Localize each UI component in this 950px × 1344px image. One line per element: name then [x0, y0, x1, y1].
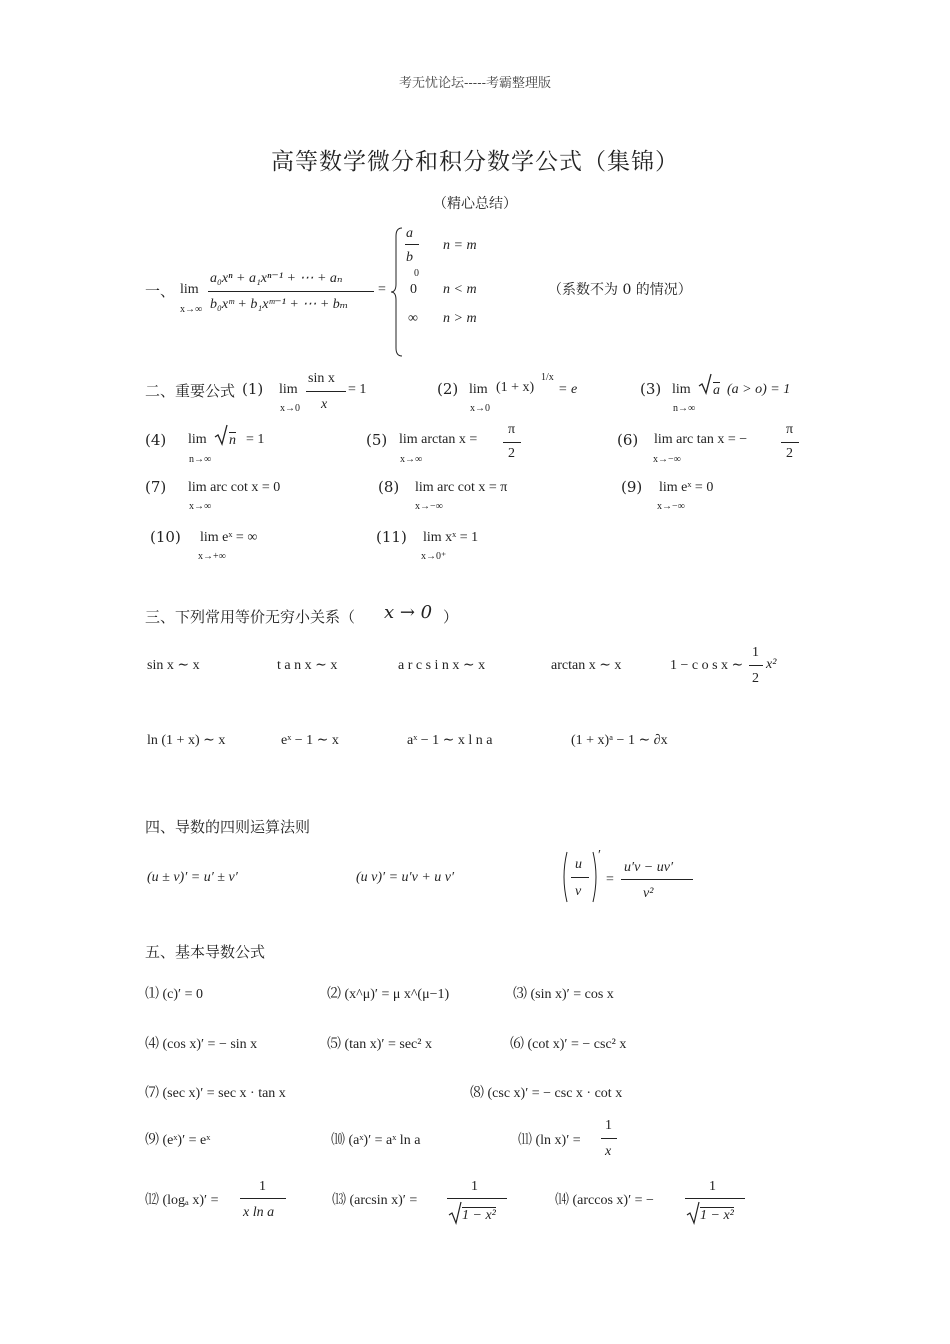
s1-fraction-bar: [208, 291, 374, 292]
s5-d11-den: x: [605, 1144, 612, 1159]
s2-f6-frac-bar: [781, 442, 799, 443]
section-1-label: 一、: [145, 282, 176, 300]
s5-d14-den: 1 − x²: [700, 1208, 734, 1223]
s5-d8: ⑻ (csc x)′ = − csc x · cot x: [470, 1086, 623, 1101]
s2-f4-radical: [214, 424, 228, 446]
s2-f1-frac-num: sin x: [308, 371, 335, 386]
s5-d12-num: 1: [259, 1179, 266, 1194]
s4-quotient-inner-bar: [571, 877, 589, 878]
s4-quotient-u: u: [575, 857, 582, 872]
section-4-label: 四、导数的四则运算法则: [145, 818, 311, 836]
s4-quotient-eq: =: [606, 872, 614, 887]
s2-f2-rest: = e: [558, 382, 578, 397]
s5-d13-bar: [447, 1198, 507, 1199]
s5-d12-left: ⑿ (logₐ x)′ =: [145, 1193, 219, 1208]
s2-f3-rest: (a > o) = 1: [727, 382, 791, 397]
s1-case2-cond: n < m: [443, 282, 477, 297]
s2-f5-frac-den: 2: [508, 446, 515, 461]
s2-f3-lim: lim: [672, 382, 691, 397]
s5-d7: ⑺ (sec x)′ = sec x · tan x: [145, 1086, 286, 1101]
s1-case2-val: 0: [410, 282, 417, 297]
s2-f5-num: (5): [366, 431, 388, 449]
s2-f1-lim: lim: [279, 382, 298, 397]
s3-r1-frac-num: 1: [752, 645, 759, 660]
s2-f11-num: (11): [376, 528, 407, 546]
s1-lim: lim: [180, 282, 199, 297]
s3-r1-item-1: sin x ∼ x: [147, 658, 200, 673]
page-header: 考无忧论坛-----考霸整理版: [399, 76, 551, 91]
s2-f6-num: (6): [617, 431, 639, 449]
s2-f11-sub: x→0⁺: [421, 551, 447, 562]
s1-case1-b: b: [406, 250, 413, 265]
s5-d13-left: ⒀ (arcsin x)′ =: [332, 1193, 418, 1208]
s2-f3-radical: [698, 373, 712, 395]
s2-f8-sub: x→−∞: [415, 501, 443, 512]
s3-r2-item-2: eˣ − 1 ∼ x: [281, 733, 339, 748]
s1-numerator: a₀xⁿ + a₁xⁿ⁻¹ + ⋯ + aₙ: [210, 271, 343, 286]
s3-r1-frac-bar: [749, 665, 763, 666]
s1-case1-cond: n = m: [443, 238, 477, 253]
s1-case1-sub: 0: [414, 268, 419, 279]
s5-d1: ⑴ (c)′ = 0: [145, 987, 203, 1002]
s2-f6-sub: x→−∞: [653, 454, 681, 465]
s4-sum-rule: (u ± v)′ = u′ ± v′: [147, 870, 238, 885]
s5-d10: ⑽ (aˣ)′ = aˣ ln a: [331, 1133, 421, 1148]
s2-f3-radicand: a: [713, 383, 720, 398]
s4-quotient-v: v: [575, 884, 582, 899]
s1-case3-val: ∞: [408, 311, 418, 326]
s3-r1-item-3: a r c s i n x ∼ x: [398, 658, 486, 673]
s2-f9-num: (9): [621, 478, 643, 496]
s2-f9-sub: x→−∞: [657, 501, 685, 512]
s2-f5-frac-bar: [503, 442, 521, 443]
s2-f10-num: (10): [150, 528, 181, 546]
s5-d11-num: 1: [605, 1118, 612, 1133]
s5-d4: ⑷ (cos x)′ = − sin x: [145, 1037, 258, 1052]
s5-d12-bar: [240, 1198, 286, 1199]
s5-d9: ⑼ (eˣ)′ = eˣ: [145, 1133, 211, 1148]
s2-f2-lim: lim: [469, 382, 488, 397]
s2-f10-body: lim eˣ = ∞: [200, 530, 258, 545]
s1-denominator: b₀xᵐ + b₁xᵐ⁻¹ + ⋯ + bₘ: [210, 297, 349, 312]
s2-f5-sub: x→∞: [400, 454, 423, 465]
s5-d6: ⑹ (cot x)′ = − csc² x: [510, 1037, 627, 1052]
s2-f6-lim: lim arc tan x = −: [654, 432, 748, 447]
s3-r1-item-5: 1 − c o s x ∼: [670, 658, 744, 673]
section-5-label: 五、基本导数公式: [145, 943, 266, 961]
s2-f9-body: lim eˣ = 0: [659, 480, 714, 495]
s1-lim-sub: x→∞: [180, 304, 203, 315]
s3-r1-item-2: t a n x ∼ x: [277, 658, 338, 673]
s2-f4-sub: n→∞: [189, 454, 212, 465]
s5-d11-left: ⑾ (ln x)′ =: [518, 1133, 581, 1148]
s2-f5-frac-num: π: [508, 422, 516, 437]
s2-f1-frac-den: x: [321, 397, 328, 412]
s3-close: ）: [443, 608, 459, 626]
s1-brace: [390, 226, 404, 358]
s2-f2-body: (1 + x): [496, 380, 535, 395]
s5-d14-num: 1: [709, 1179, 716, 1194]
s2-f7-num: (7): [145, 478, 167, 496]
s3-r1-tail: x²: [766, 657, 777, 672]
s2-f6-frac-num: π: [786, 422, 794, 437]
s2-f8-num: (8): [378, 478, 400, 496]
s2-f3-num: (3): [640, 380, 662, 398]
s4-quotient-prime: ′: [598, 848, 602, 863]
s1-case3-cond: n > m: [443, 311, 477, 326]
s4-product-rule: (u v)′ = u′v + u v′: [356, 870, 455, 885]
s5-d14-radical: [686, 1201, 700, 1225]
s5-d14-left: ⒁ (arccos x)′ = −: [555, 1193, 654, 1208]
s3-r2-item-3: aˣ − 1 ∼ x l n a: [407, 733, 493, 748]
s2-f2-sub: x→0: [470, 403, 490, 414]
s3-condition: x → 0: [384, 602, 433, 623]
s3-r1-frac-den: 2: [752, 671, 759, 686]
s5-d2: ⑵ (x^μ)′ = μ x^(μ−1): [327, 987, 450, 1002]
s5-d13-radical: [448, 1201, 462, 1225]
section-2-label: 二、重要公式: [145, 382, 236, 400]
s2-f8-body: lim arc cot x = π: [415, 480, 508, 495]
s1-equals: =: [378, 282, 386, 297]
s2-f1-frac-bar: [306, 391, 346, 392]
s2-f1-num: (1): [242, 380, 264, 398]
s2-f1-sub: x→0: [280, 403, 300, 414]
s5-d11-bar: [601, 1138, 617, 1139]
s5-d12-den: x ln a: [243, 1205, 275, 1220]
section-3-label: 三、下列常用等价无穷小关系（: [145, 608, 356, 626]
s2-f2-exp: 1/x: [541, 372, 554, 383]
s4-quotient-den: v²: [643, 886, 654, 901]
s1-case1-a: a: [406, 226, 413, 241]
s2-f2-num: (2): [437, 380, 459, 398]
s5-d13-den: 1 − x²: [462, 1208, 496, 1223]
s5-d13-num: 1: [471, 1179, 478, 1194]
s5-d3: ⑶ (sin x)′ = cos x: [513, 987, 614, 1002]
s3-r1-item-4: arctan x ∼ x: [551, 658, 622, 673]
s3-r2-item-4: (1 + x)ᵃ − 1 ∼ ∂x: [571, 733, 668, 748]
s2-f3-sub: n→∞: [673, 403, 696, 414]
s2-f11-body: lim xˣ = 1: [423, 530, 479, 545]
s4-quotient-num: u′v − uv′: [624, 860, 673, 875]
s4-quotient-bar: [621, 879, 693, 880]
document-subtitle: （精心总结）: [433, 196, 517, 212]
s2-f4-radicand: n: [229, 433, 236, 448]
s2-f4-num: (4): [145, 431, 167, 449]
s1-case1-bar: [405, 244, 419, 245]
s2-f10-sub: x→+∞: [198, 551, 226, 562]
s2-f7-body: lim arc cot x = 0: [188, 480, 281, 495]
s2-f6-frac-den: 2: [786, 446, 793, 461]
s2-f1-rest: = 1: [348, 382, 367, 397]
s1-note: （系数不为 0 的情况）: [548, 282, 692, 298]
s5-d14-bar: [685, 1198, 745, 1199]
s5-d5: ⑸ (tan x)′ = sec² x: [327, 1037, 432, 1052]
s2-f7-sub: x→∞: [189, 501, 212, 512]
s2-f4-rest: = 1: [246, 432, 265, 447]
s2-f5-lim: lim arctan x =: [399, 432, 478, 447]
document-title: 高等数学微分和积分数学公式（集锦）: [271, 149, 679, 175]
s2-f4-lim: lim: [188, 432, 207, 447]
s3-r2-item-1: ln (1 + x) ∼ x: [147, 733, 226, 748]
